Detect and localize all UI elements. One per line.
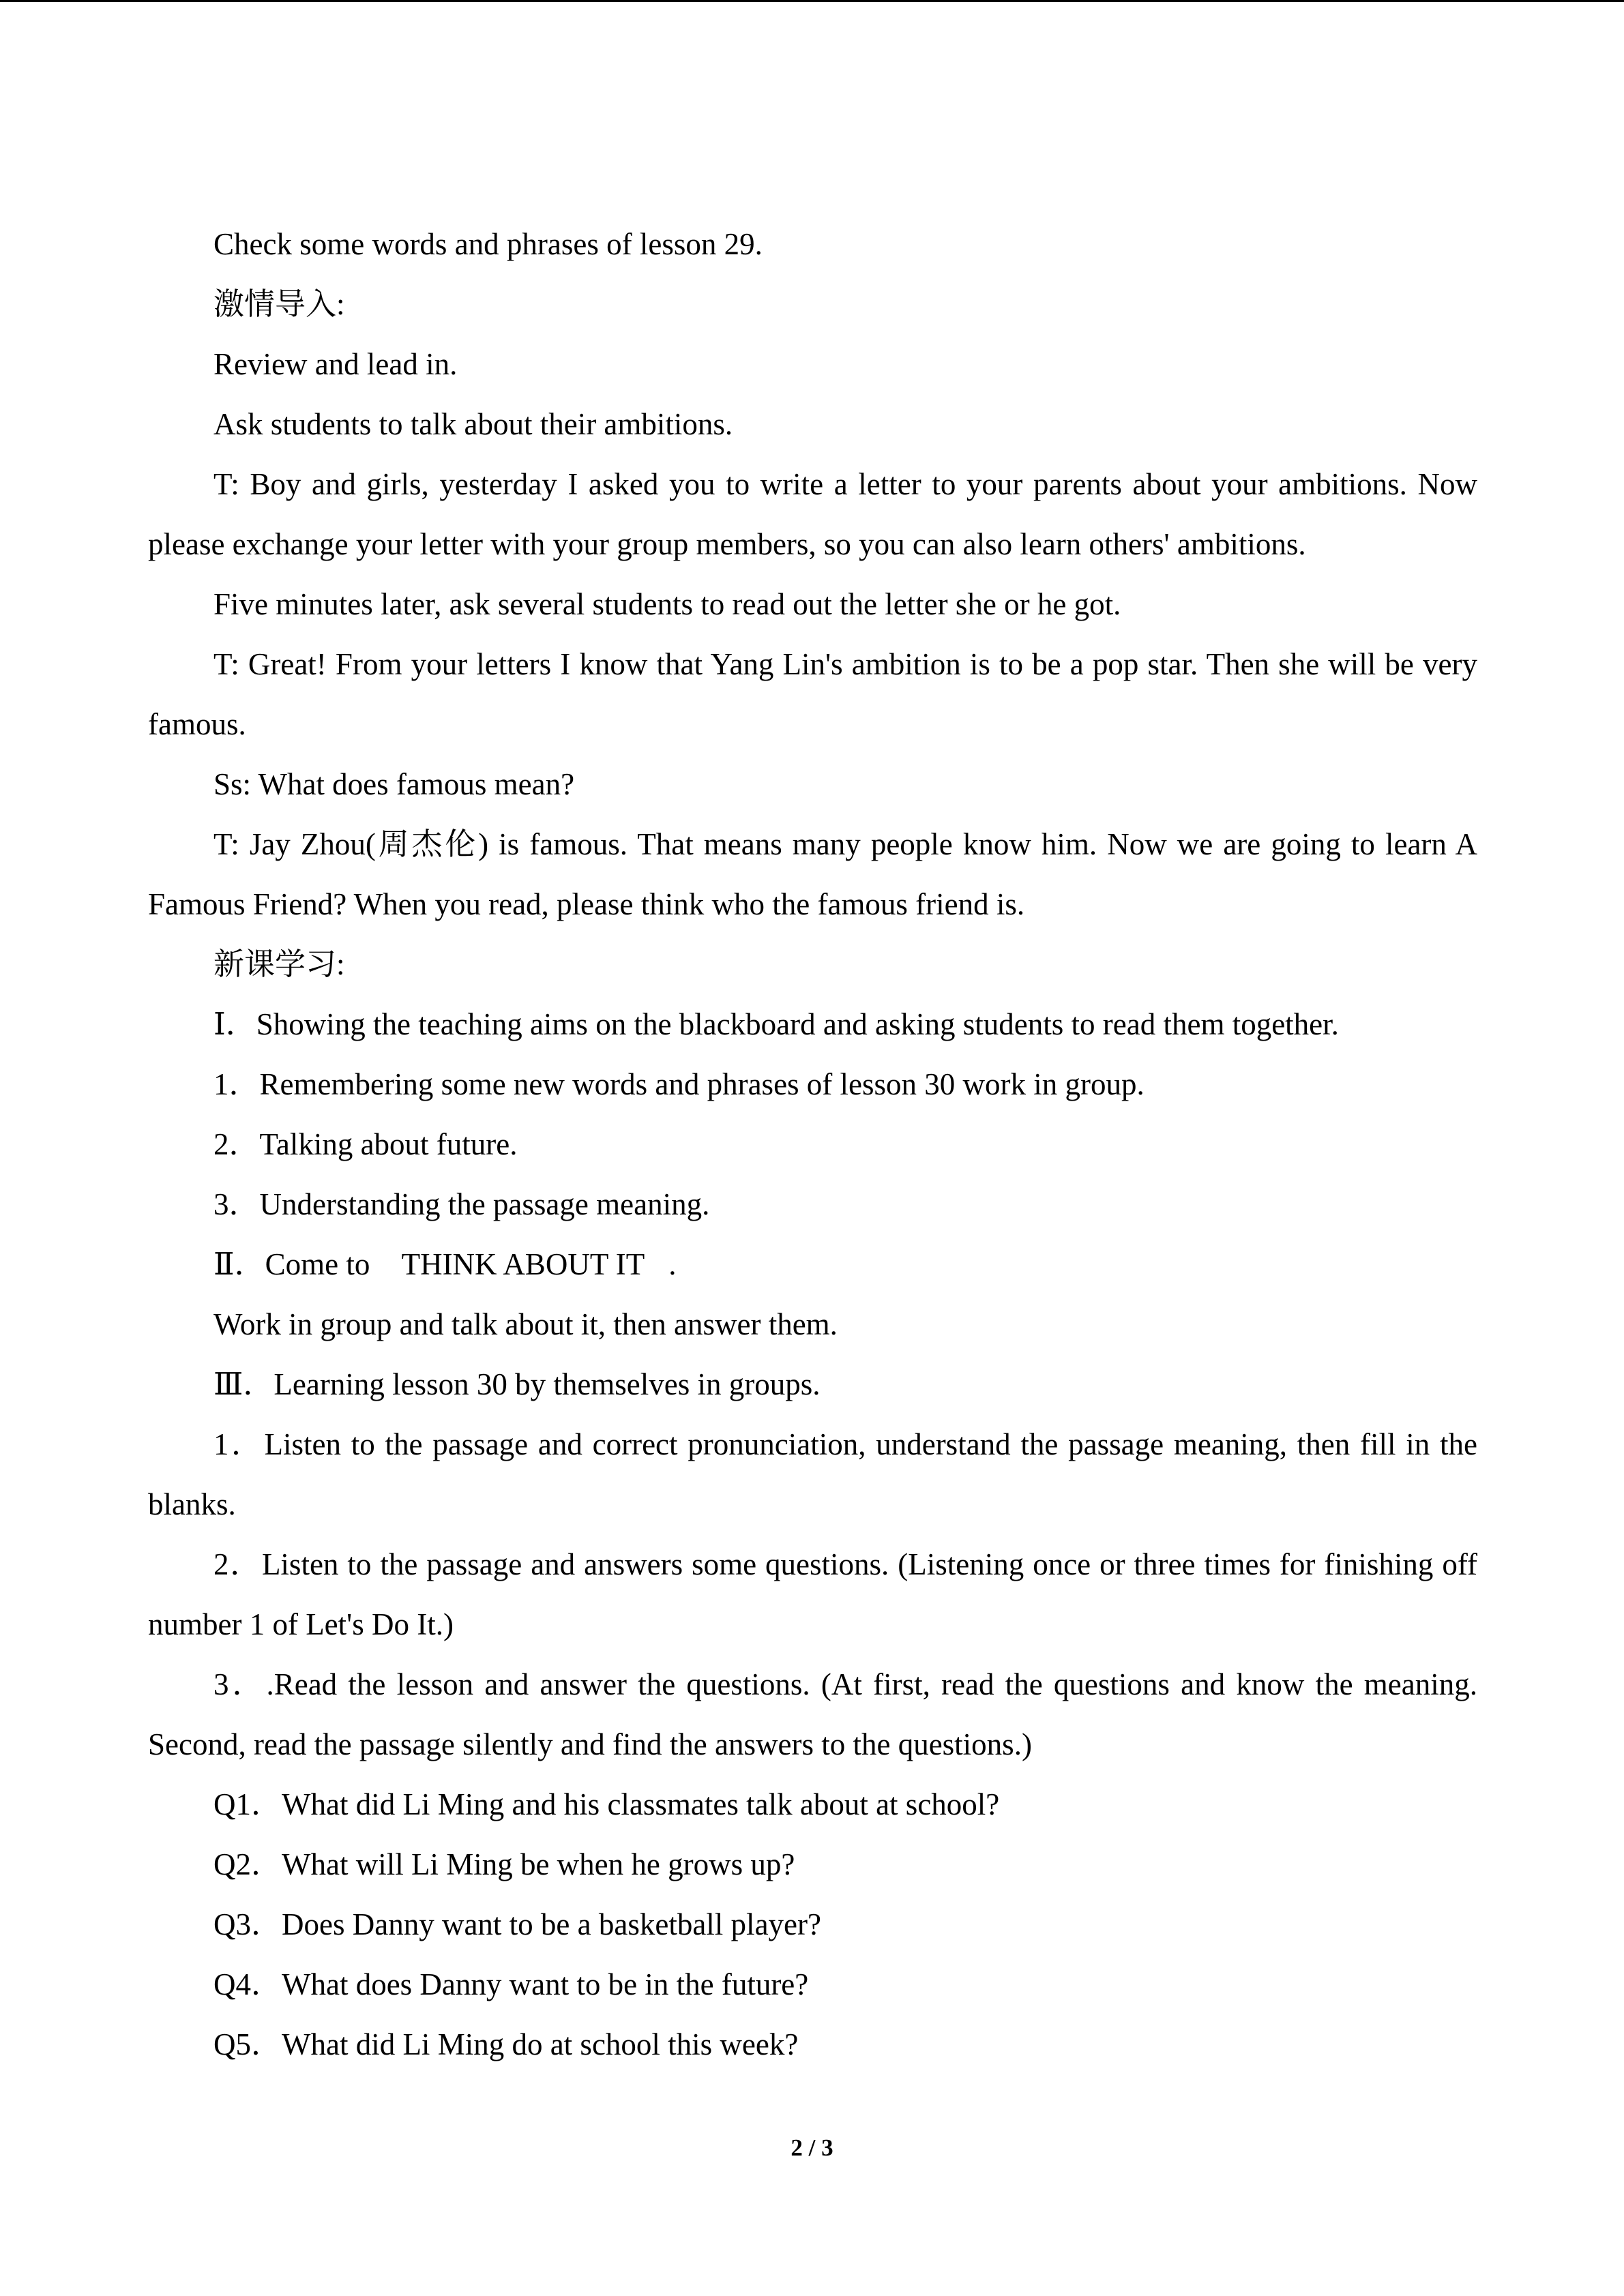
- paragraph: Ss: What does famous mean?: [213, 767, 575, 801]
- page-number: 2 / 3: [791, 2134, 833, 2161]
- document-body: [148, 214, 1477, 2074]
- list-item-2: 2．Talking about future.: [213, 1127, 518, 1161]
- paragraph: Work in group and talk about it, then answer them.: [213, 1307, 838, 1341]
- list-item-1: 1．Remembering some new words and phrases of lesson 30 work in group.: [213, 1067, 1145, 1101]
- paragraph: Review and lead in.: [213, 347, 458, 381]
- list-item-roman-1: Ⅰ．Showing the teaching aims on the blackboard and asking students to read them together.: [213, 1007, 1339, 1041]
- list-item-3: 3．Understanding the passage meaning.: [213, 1187, 710, 1221]
- question-q3: Q3．Does Danny want to be a basketball player?: [213, 1907, 821, 1941]
- list-item-roman-3: Ⅲ．Learning lesson 30 by themselves in groups.: [213, 1367, 821, 1401]
- paragraph: T: Jay Zhou(周杰伦) is famous. That means many people know him. Now we are going to learn A Famous Friend? When you read, please think who the famous friend is.: [148, 827, 1477, 921]
- paragraph: Check some words and phrases of lesson 29.: [213, 227, 763, 261]
- paragraph: Five minutes later, ask several students to read out the letter she or he got.: [213, 587, 1121, 621]
- paragraph: Ask students to talk about their ambitions.: [213, 407, 733, 441]
- list-item-2: 2．Listen to the passage and answers some questions. (Listening once or three times for finishing off number 1 of Let's Do It.): [148, 1547, 1477, 1641]
- section-heading-new-lesson: 新课学习:: [213, 947, 345, 981]
- question-q4: Q4．What does Danny want to be in the future?: [213, 1967, 809, 2001]
- paragraph: T: Boy and girls, yesterday I asked you to write a letter to your parents about your ambitions. Now please exchange your letter with your group members, so you can also learn others' ambitions.: [148, 467, 1477, 561]
- question-q2: Q2．What will Li Ming be when he grows up?: [213, 1847, 795, 1881]
- list-item-1: 1．Listen to the passage and correct pronunciation, understand the passage meaning, then fill in the blanks.: [148, 1427, 1477, 1521]
- list-item-3: 3．.Read the lesson and answer the questions. (At first, read the questions and know the meaning. Second, read the passage silently and find the answers to the questions.): [148, 1667, 1477, 1761]
- paragraph: T: Great! From your letters I know that Yang Lin's ambition is to be a pop star. Then she will be very famous.: [148, 647, 1477, 741]
- section-heading-lead-in: 激情导入:: [213, 287, 345, 321]
- question-q5: Q5．What did Li Ming do at school this week?: [213, 2027, 799, 2061]
- top-border-line: [0, 0, 1624, 2]
- question-q1: Q1．What did Li Ming and his classmates talk about at school?: [213, 1787, 1000, 1821]
- list-item-roman-2: Ⅱ．Come to 􀀀THINK ABOUT IT􀀀.: [213, 1247, 677, 1281]
